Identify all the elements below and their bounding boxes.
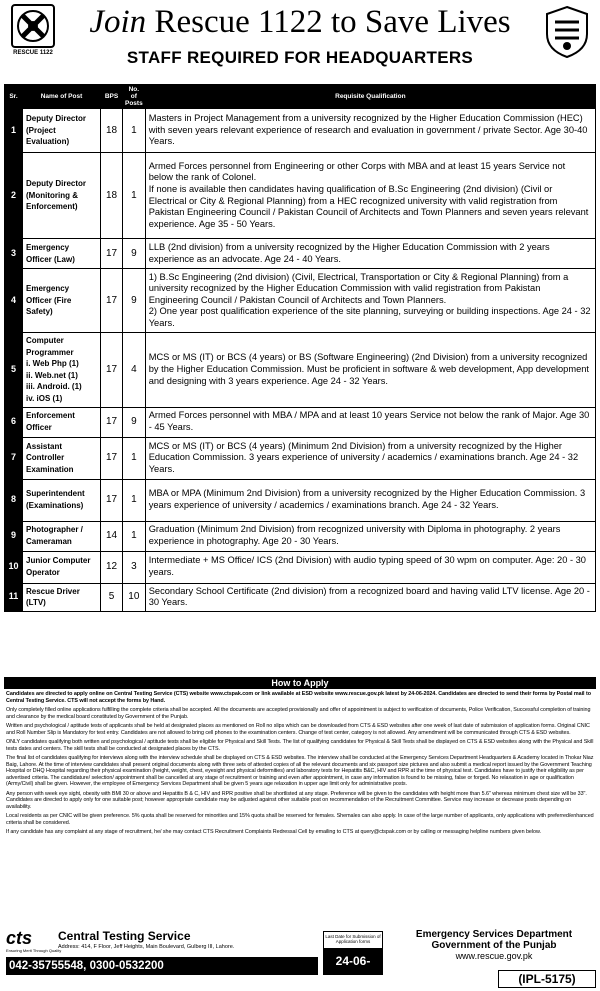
posts-table	[4, 84, 596, 612]
row-sr: 3	[5, 239, 23, 269]
header-post: Name of Post	[23, 85, 101, 109]
table-row	[5, 333, 596, 408]
row-posts-count: 10	[123, 583, 146, 611]
row-posts-count: 4	[123, 333, 146, 408]
row-post-name: Photographer / Cameraman	[23, 521, 101, 551]
table-row	[5, 269, 596, 333]
row-qualification: Armed Forces personnel from Engineering or other Corps with MBA and at least 15 years Service not below the rank of Colonel. If none is available then candidates having qualification of B.Sc Engineering (2nd division) (Civil or Electrical or City & Regional Planning) from a HEC recognized university with valid registration from Pakistan Engineering Council / Pakistan Council of Architects and Town Planners and seven years relevant experience. Age 35 - 50 Years.	[145, 153, 595, 239]
row-qualification: 1) B.Sc Engineering (2nd division) (Civil, Electrical, Transportation or City & Regional Planning) from a university recognized by the Higher Education Commission with valid registration from Pakistan Engineering Council / Pakistan Council of Architects and Town Planners. 2) One year post qualification experience of the site planning, surveying or building inspections. Age 24 - 32 Years.	[145, 269, 595, 333]
row-qualification: MCS or MS (IT) or BCS (4 years) (Minimum 2nd Division) from a university recognized by the Higher Education Commission. 3 years experience of university / academics / examinations branch. Age 24 - 32 Years.	[145, 437, 595, 479]
table-row	[5, 437, 596, 479]
row-qualification: LLB (2nd division) from a university recognized by the Higher Education Commission with 2 years experience as an advocate. Age 24 - 40 Years.	[145, 239, 595, 269]
header-bps: BPS	[101, 85, 123, 109]
row-qualification: Armed Forces personnel with MBA / MPA and at least 10 years Service not below the rank of Major. Age 30 - 45 Years.	[145, 407, 595, 437]
row-post-name: Enforcement Officer	[23, 407, 101, 437]
row-qualification: Masters in Project Management from a university recognized by the Higher Education Commission (HEC) with seven years relevant experience of research and evaluation in government / private Sector. Age 30-40 Years.	[145, 109, 595, 153]
rescue-logo	[8, 4, 58, 66]
row-qualification: Secondary School Certificate (2nd division) from a recognized board and having valid LTV license. Age 20 - 30 Years.	[145, 583, 595, 611]
header-sr: Sr.	[5, 85, 23, 109]
note-paragraph: Candidates are directed to apply online on Central Testing Service (CTS) website www.ctspak.com or link available at ESD website www.rescue.gov.pk latest by 24-06-2024. Candidates are directed to send their forms by Postal mail to Central Testing Service. CTS will not accept the forms by Hand.	[6, 691, 591, 704]
note-paragraph: Local residents as per CNIC will be given preference. 5% quota shall be reserved for minorities and 15% quota shall be reserved for females. Shemales can also apply. In case of the large number of applicants, only applications with preferred/enhanced criteria shall be considered.	[6, 813, 594, 826]
table-row	[5, 551, 596, 583]
row-post-name: Computer Programmer i. Web Php (1) ii. Web.net (1) iii. Android. (1) iv. iOS (1)	[23, 333, 101, 408]
table-row	[5, 521, 596, 551]
row-posts-count: 9	[123, 239, 146, 269]
punjab-logo	[542, 4, 592, 60]
row-sr: 8	[5, 479, 23, 521]
cts-name: Central Testing Service	[58, 929, 191, 943]
table-row	[5, 479, 596, 521]
row-posts-count: 1	[123, 437, 146, 479]
row-posts-count: 3	[123, 551, 146, 583]
row-posts-count: 1	[123, 479, 146, 521]
note-paragraph: Written and psychological / aptitude tests of applicants shall be held at designated places as mentioned on Roll no slips which can be downloaded from CTS & ESD websites after one week of last date of submission of application forms. Original CNIC and Roll Number Slip is Mandatory for test entry. Candidates are not allowed to bring cell phones to the examination centers. Change of test center, category is not allowed. Any amendment will be communicated through CTS & ESD websites.	[6, 723, 590, 736]
row-qualification: Graduation (Minimum 2nd Division) from recognized university with Diploma in photography. 2 years experience in photography. Age 20 - 30 Years.	[145, 521, 595, 551]
logo-caption: RESCUE 1122	[13, 50, 53, 56]
row-bps: 5	[101, 583, 123, 611]
row-bps: 18	[101, 109, 123, 153]
cts-address: Address: 414, F Floor, Jeff Heights, Main Boulevard, Gulberg III, Lahore.	[58, 944, 235, 950]
row-sr: 2	[5, 153, 23, 239]
cts-logo: cts Ensuring Merit Through Quality	[6, 928, 62, 953]
row-post-name: Junior Computer Operator	[23, 551, 101, 583]
dept-web: www.rescue.gov.pk	[455, 951, 533, 961]
row-sr: 11	[5, 583, 23, 611]
last-date-value: 24-06-2024	[324, 948, 382, 974]
row-posts-count: 1	[123, 109, 146, 153]
row-post-name: Deputy Director (Monitoring & Enforcement)	[23, 153, 101, 239]
contact-bar: 042-35755548, 0300-0532200 (WhatsApp),www.ctspak.com	[6, 957, 318, 975]
row-bps: 17	[101, 479, 123, 521]
how-to-apply-notes	[6, 691, 594, 839]
row-bps: 17	[101, 239, 123, 269]
row-qualification: MCS or MS (IT) or BCS (4 years) or BS (Software Engineering) (2nd Division) from a university recognized by the Higher Education Commission. Must be proficient in software & web development, App development and designing with 3 years experience. Age 24 - 32 Years.	[145, 333, 595, 408]
row-posts-count: 9	[123, 269, 146, 333]
note-paragraph: The final list of candidates qualifying for interviews along with the interview schedule shall be displayed on CTS & ESD websites. The interview shall be conducted at the Emergency Services Department Headquarters & Academy located in Thokar Niaz Baig, Lahore. At the time of interview candidates shall present original documents along with three sets of attested copies of all the relevant documents and six passport size pictures and also submit a medical report issued by the Government Teaching Hospital or DHQ Hospital regarding their physical examination (height, weight, chest, eyesight and physical deformities) and laboratory tests for Hepatitis B&C, HIV and RPR at the time of physical test. Candidates have to justify their eligibility as per advertised criteria. The candidature/ selection/ appointment shall be cancelled at any stage of recruitment or training and even after appointment, in case any information is found to be missing, false or forged. No relaxation in age or qualification (Army/Civil) shall be given. However, the employee of Emergency Services Department shall be given 5 years age relaxation in upper age limit only for administrative posts.	[6, 755, 594, 787]
row-post-name: Deputy Director (Project Evaluation)	[23, 109, 101, 153]
row-post-name: Assistant Controller Examination	[23, 437, 101, 479]
row-sr: 9	[5, 521, 23, 551]
row-bps: 17	[101, 407, 123, 437]
row-post-name: Rescue Driver (LTV)	[23, 583, 101, 611]
table-row	[5, 153, 596, 239]
page-title: Join Rescue 1122 to Save Lives	[89, 4, 511, 40]
table-row	[5, 239, 596, 269]
row-sr: 5	[5, 333, 23, 408]
row-bps: 18	[101, 153, 123, 239]
table-row	[5, 583, 596, 611]
row-post-name: Superintendent (Examinations)	[23, 479, 101, 521]
table-header-row	[5, 85, 596, 109]
row-posts-count: 9	[123, 407, 146, 437]
punjab-emblem-icon	[542, 4, 592, 60]
page-subtitle: STAFF REQUIRED FOR HEADQUARTERS	[126, 48, 474, 67]
row-sr: 4	[5, 269, 23, 333]
department-info	[392, 929, 596, 962]
ipl-number: (IPL-5175)	[498, 970, 596, 988]
row-sr: 10	[5, 551, 23, 583]
last-date-box	[323, 931, 383, 991]
row-sr: 7	[5, 437, 23, 479]
note-paragraph: ONLY candidates qualifying both written and psychological / aptitude tests shall be eligible for Physical and Skill Tests. The list of qualifying candidates for Physical & Skill Tests shall be displayed on CTS & ESD websites along with the Physical and Skill tests dates and centers. The skill tests shall be conducted at designated places by the CTS.	[6, 739, 594, 752]
rescue-emblem-icon	[16, 9, 50, 43]
ad-header	[0, 0, 600, 82]
footer	[0, 928, 600, 991]
table-row	[5, 407, 596, 437]
header-no: No. of Posts	[123, 85, 146, 109]
row-bps: 14	[101, 521, 123, 551]
note-paragraph: Any person with week eye sight, obesity with BMI 30 or above and Hepatitis B & C, HIV and RPR positive shall be shortlisted at any stage. Preference will be given to the candidates with height more than 5.6" whereas minimum chest size will be 33". Candidates are directed to apply only for one suitable post; however appropriate candidate may be adjusted against other suitable post on recommendation of the Recruitment Committee. Service may increase or decrease posts depending on availability.	[6, 790, 587, 810]
row-sr: 6	[5, 407, 23, 437]
dept-line2: Government of the Punjab	[431, 940, 557, 951]
row-bps: 12	[101, 551, 123, 583]
row-bps: 17	[101, 333, 123, 408]
dept-line1: Emergency Services Department	[415, 929, 573, 940]
how-to-apply-title: How to Apply	[4, 677, 596, 689]
last-date-label: Last Date for Submission of Application forms	[324, 932, 382, 948]
row-bps: 17	[101, 437, 123, 479]
row-sr: 1	[5, 109, 23, 153]
table-row	[5, 109, 596, 153]
header-qual: Requisite Qualification	[145, 85, 595, 109]
note-paragraph: Only completely filled online applications fulfilling the complete criteria shall be accepted. All the documents are accepted provisionally and offer of appointment is subject to verification of documents, Police Verification, Successful completion of training and clearance by the medical board constituted by Government of the Punjab.	[6, 707, 591, 720]
note-paragraph: If any candidate has any complaint at any stage of recruitment, he/ she may contact CTS Recruitment Complaints Redressal Cell by emailing to CTS at query@ctspak.com or by calling or messaging helpline numbers given below.	[6, 829, 541, 835]
row-bps: 17	[101, 269, 123, 333]
row-post-name: Emergency Officer (Law)	[23, 239, 101, 269]
row-qualification: Intermediate + MS Office/ ICS (2nd Division) with audio typing speed of 30 wpm on computer. Age: 20 - 30 years.	[145, 551, 595, 583]
row-post-name: Emergency Officer (Fire Safety)	[23, 269, 101, 333]
row-qualification: MBA or MPA (Minimum 2nd Division) from a university recognized by the Higher Education Commission. 3 years experience of university / academics / examinations branch. Age 24 - 32 Years.	[145, 479, 595, 521]
row-posts-count: 1	[123, 521, 146, 551]
row-posts-count: 1	[123, 153, 146, 239]
